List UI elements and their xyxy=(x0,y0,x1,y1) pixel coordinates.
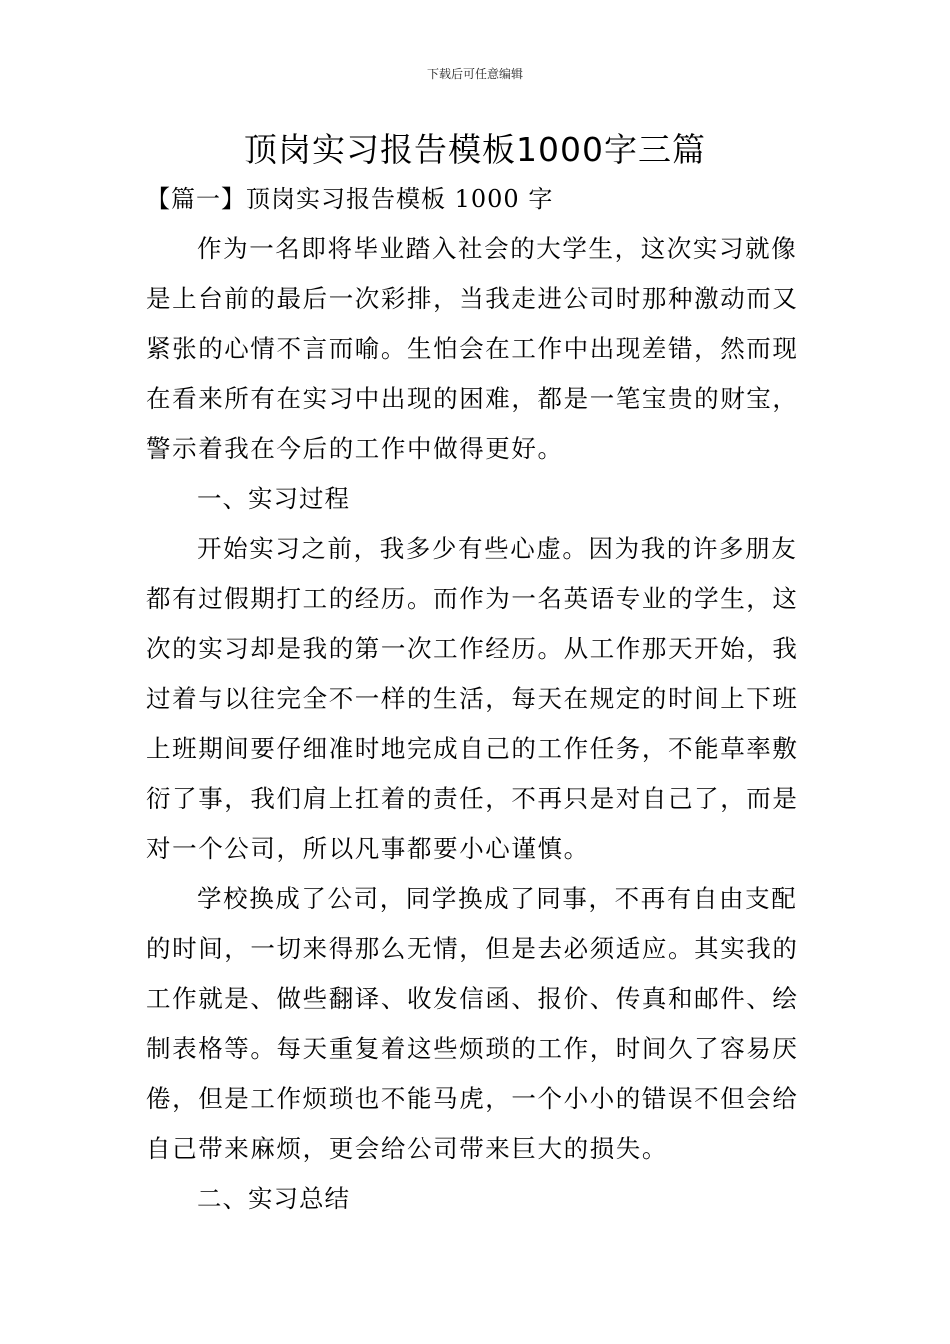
paragraph-3-line-4: 制表格等。每天重复着这些烦琐的工作，时间久了容易厌 xyxy=(146,1034,799,1063)
paragraph-3-line-5: 倦，但是工作烦琐也不能马虎，一个小小的错误不但会给 xyxy=(146,1084,799,1113)
document-body xyxy=(146,174,808,1224)
document-title: 顶岗实习报告模板1000字三篇 xyxy=(244,130,706,169)
paragraph-3-line-3: 工作就是、做些翻译、收发信函、报价、传真和邮件、绘 xyxy=(146,984,799,1013)
paragraph-2-line-5: 上班期间要仔细准时地完成自己的工作任务，不能草率敷 xyxy=(146,734,799,763)
section-heading: 【篇一】顶岗实习报告模板 1000 字 xyxy=(146,185,554,213)
paragraph-1-line-1: 作为一名即将毕业踏入社会的大学生，这次实习就像 xyxy=(197,234,798,263)
subheading-internship-summary: 二、实习总结 xyxy=(197,1184,350,1213)
paragraph-1-line-5: 警示着我在今后的工作中做得更好。 xyxy=(146,434,564,463)
paragraph-3-line-6: 自己带来麻烦，更会给公司带来巨大的损失。 xyxy=(146,1134,668,1163)
paragraph-2-line-1: 开始实习之前，我多少有些心虚。因为我的许多朋友 xyxy=(197,534,798,563)
paragraph-2-line-3: 次的实习却是我的第一次工作经历。从工作那天开始，我 xyxy=(146,634,799,663)
subheading-internship-process: 一、实习过程 xyxy=(197,484,350,513)
paragraph-1-line-4: 在看来所有在实习中出现的困难，都是一笔宝贵的财宝， xyxy=(146,384,799,413)
paragraph-2-line-6: 衍了事，我们肩上扛着的责任，不再只是对自己了，而是 xyxy=(146,784,799,813)
paragraph-2-line-7: 对一个公司，所以凡事都要小心谨慎。 xyxy=(146,834,590,863)
paragraph-2-line-4: 过着与以往完全不一样的生活，每天在规定的时间上下班 xyxy=(146,684,799,713)
paragraph-3-line-1: 学校换成了公司，同学换成了同事，不再有自由支配 xyxy=(197,884,798,913)
paragraph-2-line-2: 都有过假期打工的经历。而作为一名英语专业的学生，这 xyxy=(146,584,799,613)
paragraph-3-line-2: 的时间，一切来得那么无情，但是去必须适应。其实我的 xyxy=(146,934,799,963)
page-header-note: 下载后可任意编辑 xyxy=(426,67,523,81)
paragraph-1-line-2: 是上台前的最后一次彩排，当我走进公司时那种激动而又 xyxy=(146,284,799,313)
paragraph-1-line-3: 紧张的心情不言而喻。生怕会在工作中出现差错，然而现 xyxy=(146,334,799,363)
